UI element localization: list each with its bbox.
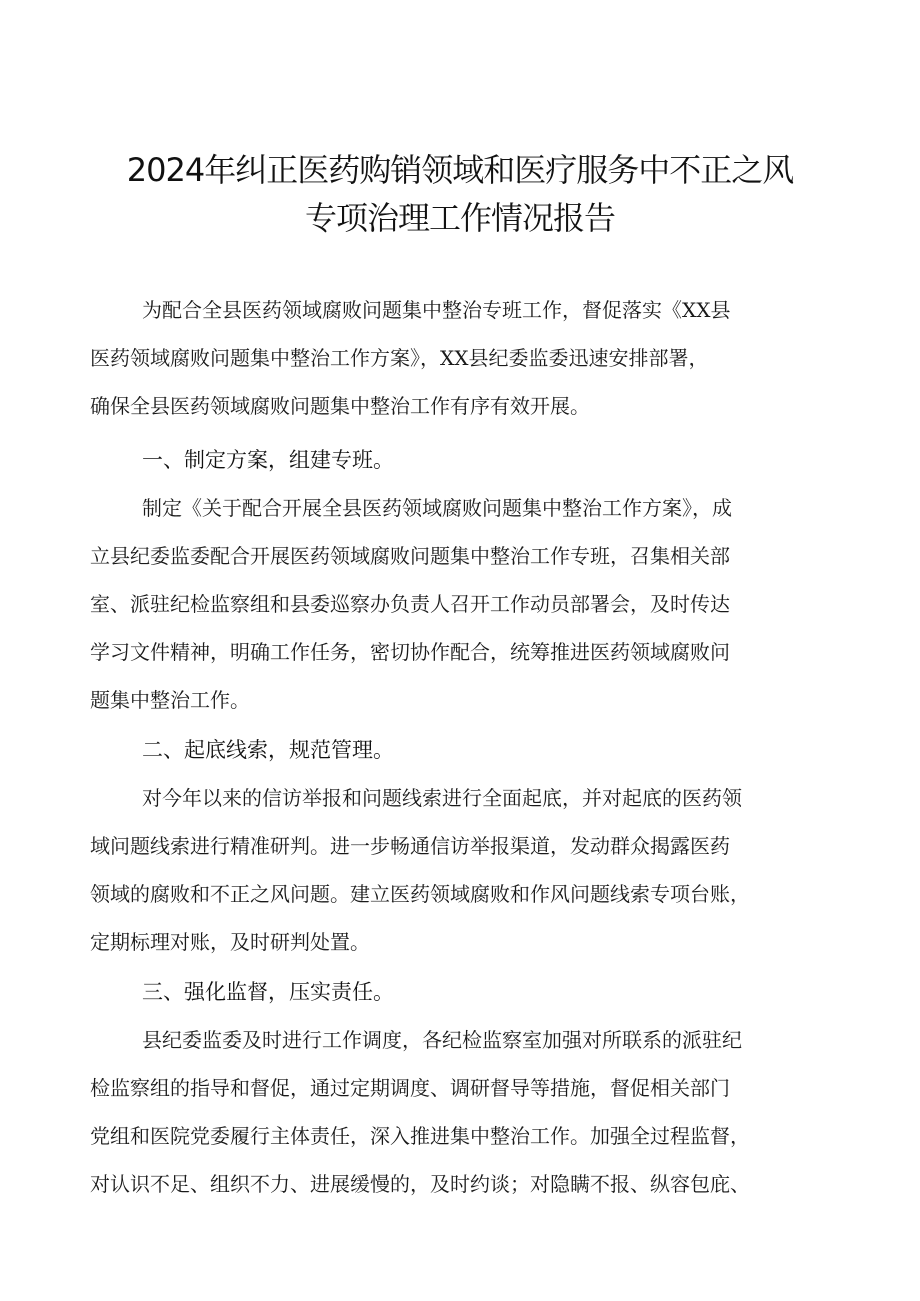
intro-line-3: 确保全县医药领域腐败问题集中整治工作有序有效开展。 (90, 394, 590, 418)
section-2-line-1: 对今年以来的信访举报和问题线索进行全面起底，并对起底的医药领 (142, 786, 742, 810)
section-2-heading: 二、起底线索，规范管理。 (142, 738, 394, 762)
section-1-heading: 一、制定方案，组建专班。 (142, 448, 394, 472)
section-2-line (0, 918, 920, 966)
section-2-line (0, 870, 920, 918)
section-3-line-1: 县纪委监委及时进行工作调度，各纪检监察室加强对所联系的派驻纪 (142, 1028, 742, 1052)
section-1-line (0, 484, 920, 532)
section-1-line-1: 制定《关于配合开展全县医药领域腐败问题集中整治工作方案》，成 (142, 496, 732, 520)
section-3-line (0, 1016, 920, 1064)
intro-line-1: 为配合全县医药领域腐败问题集中整治专班工作，督促落实《XX县 (142, 298, 731, 322)
section-3-line (0, 1112, 920, 1160)
section-1-line (0, 580, 920, 628)
section-1-line (0, 532, 920, 580)
section-2-line-3: 领域的腐败和不正之风问题。建立医药领域腐败和作风问题线索专项台账， (90, 882, 750, 906)
section-1-line-4: 学习文件精神，明确工作任务，密切协作配合，统筹推进医药领域腐败问 (90, 640, 730, 664)
intro-line-2: 医药领域腐败问题集中整治工作方案》，XX县纪委监委迅速安排部署， (90, 346, 709, 370)
section-3-line-2: 检监察组的指导和督促，通过定期调度、调研督导等措施，督促相关部门 (90, 1076, 730, 1100)
intro-paragraph-line (0, 334, 920, 382)
section-1-line-2: 立县纪委监委配合开展医药领域腐败问题集中整治工作专班，召集相关部 (90, 544, 730, 568)
section-3-line (0, 1064, 920, 1112)
section-1-line-3: 室、派驻纪检监察组和县委巡察办负责人召开工作动员部署会，及时传达 (90, 592, 730, 616)
intro-paragraph-line (0, 286, 920, 334)
document-title-line-2: 专项治理工作情况报告 (304, 199, 615, 237)
section-2-line-4: 定期标理对账，及时研判处置。 (90, 930, 370, 954)
section-2-line (0, 774, 920, 822)
section-3-line-4: 对认识不足、组织不力、进展缓慢的，及时约谈；对隐瞒不报、纵容包庇、 (90, 1172, 750, 1196)
section-1-line (0, 628, 920, 676)
section-3-line-3: 党组和医院党委履行主体责任，深入推进集中整治工作。加强全过程监督， (90, 1124, 750, 1148)
section-1-line-5: 题集中整治工作。 (90, 688, 250, 712)
document-title-line-1: 2024年纠正医药购销领域和医疗服务中不正之风 (126, 151, 794, 189)
section-2-line (0, 822, 920, 870)
section-2-line-2: 域问题线索进行精准研判。进一步畅通信访举报渠道，发动群众揭露医药 (90, 834, 730, 858)
section-3-line (0, 1160, 920, 1208)
intro-paragraph-line (0, 382, 920, 430)
section-3-heading: 三、强化监督，压实责任。 (142, 980, 394, 1004)
section-1-line (0, 676, 920, 724)
